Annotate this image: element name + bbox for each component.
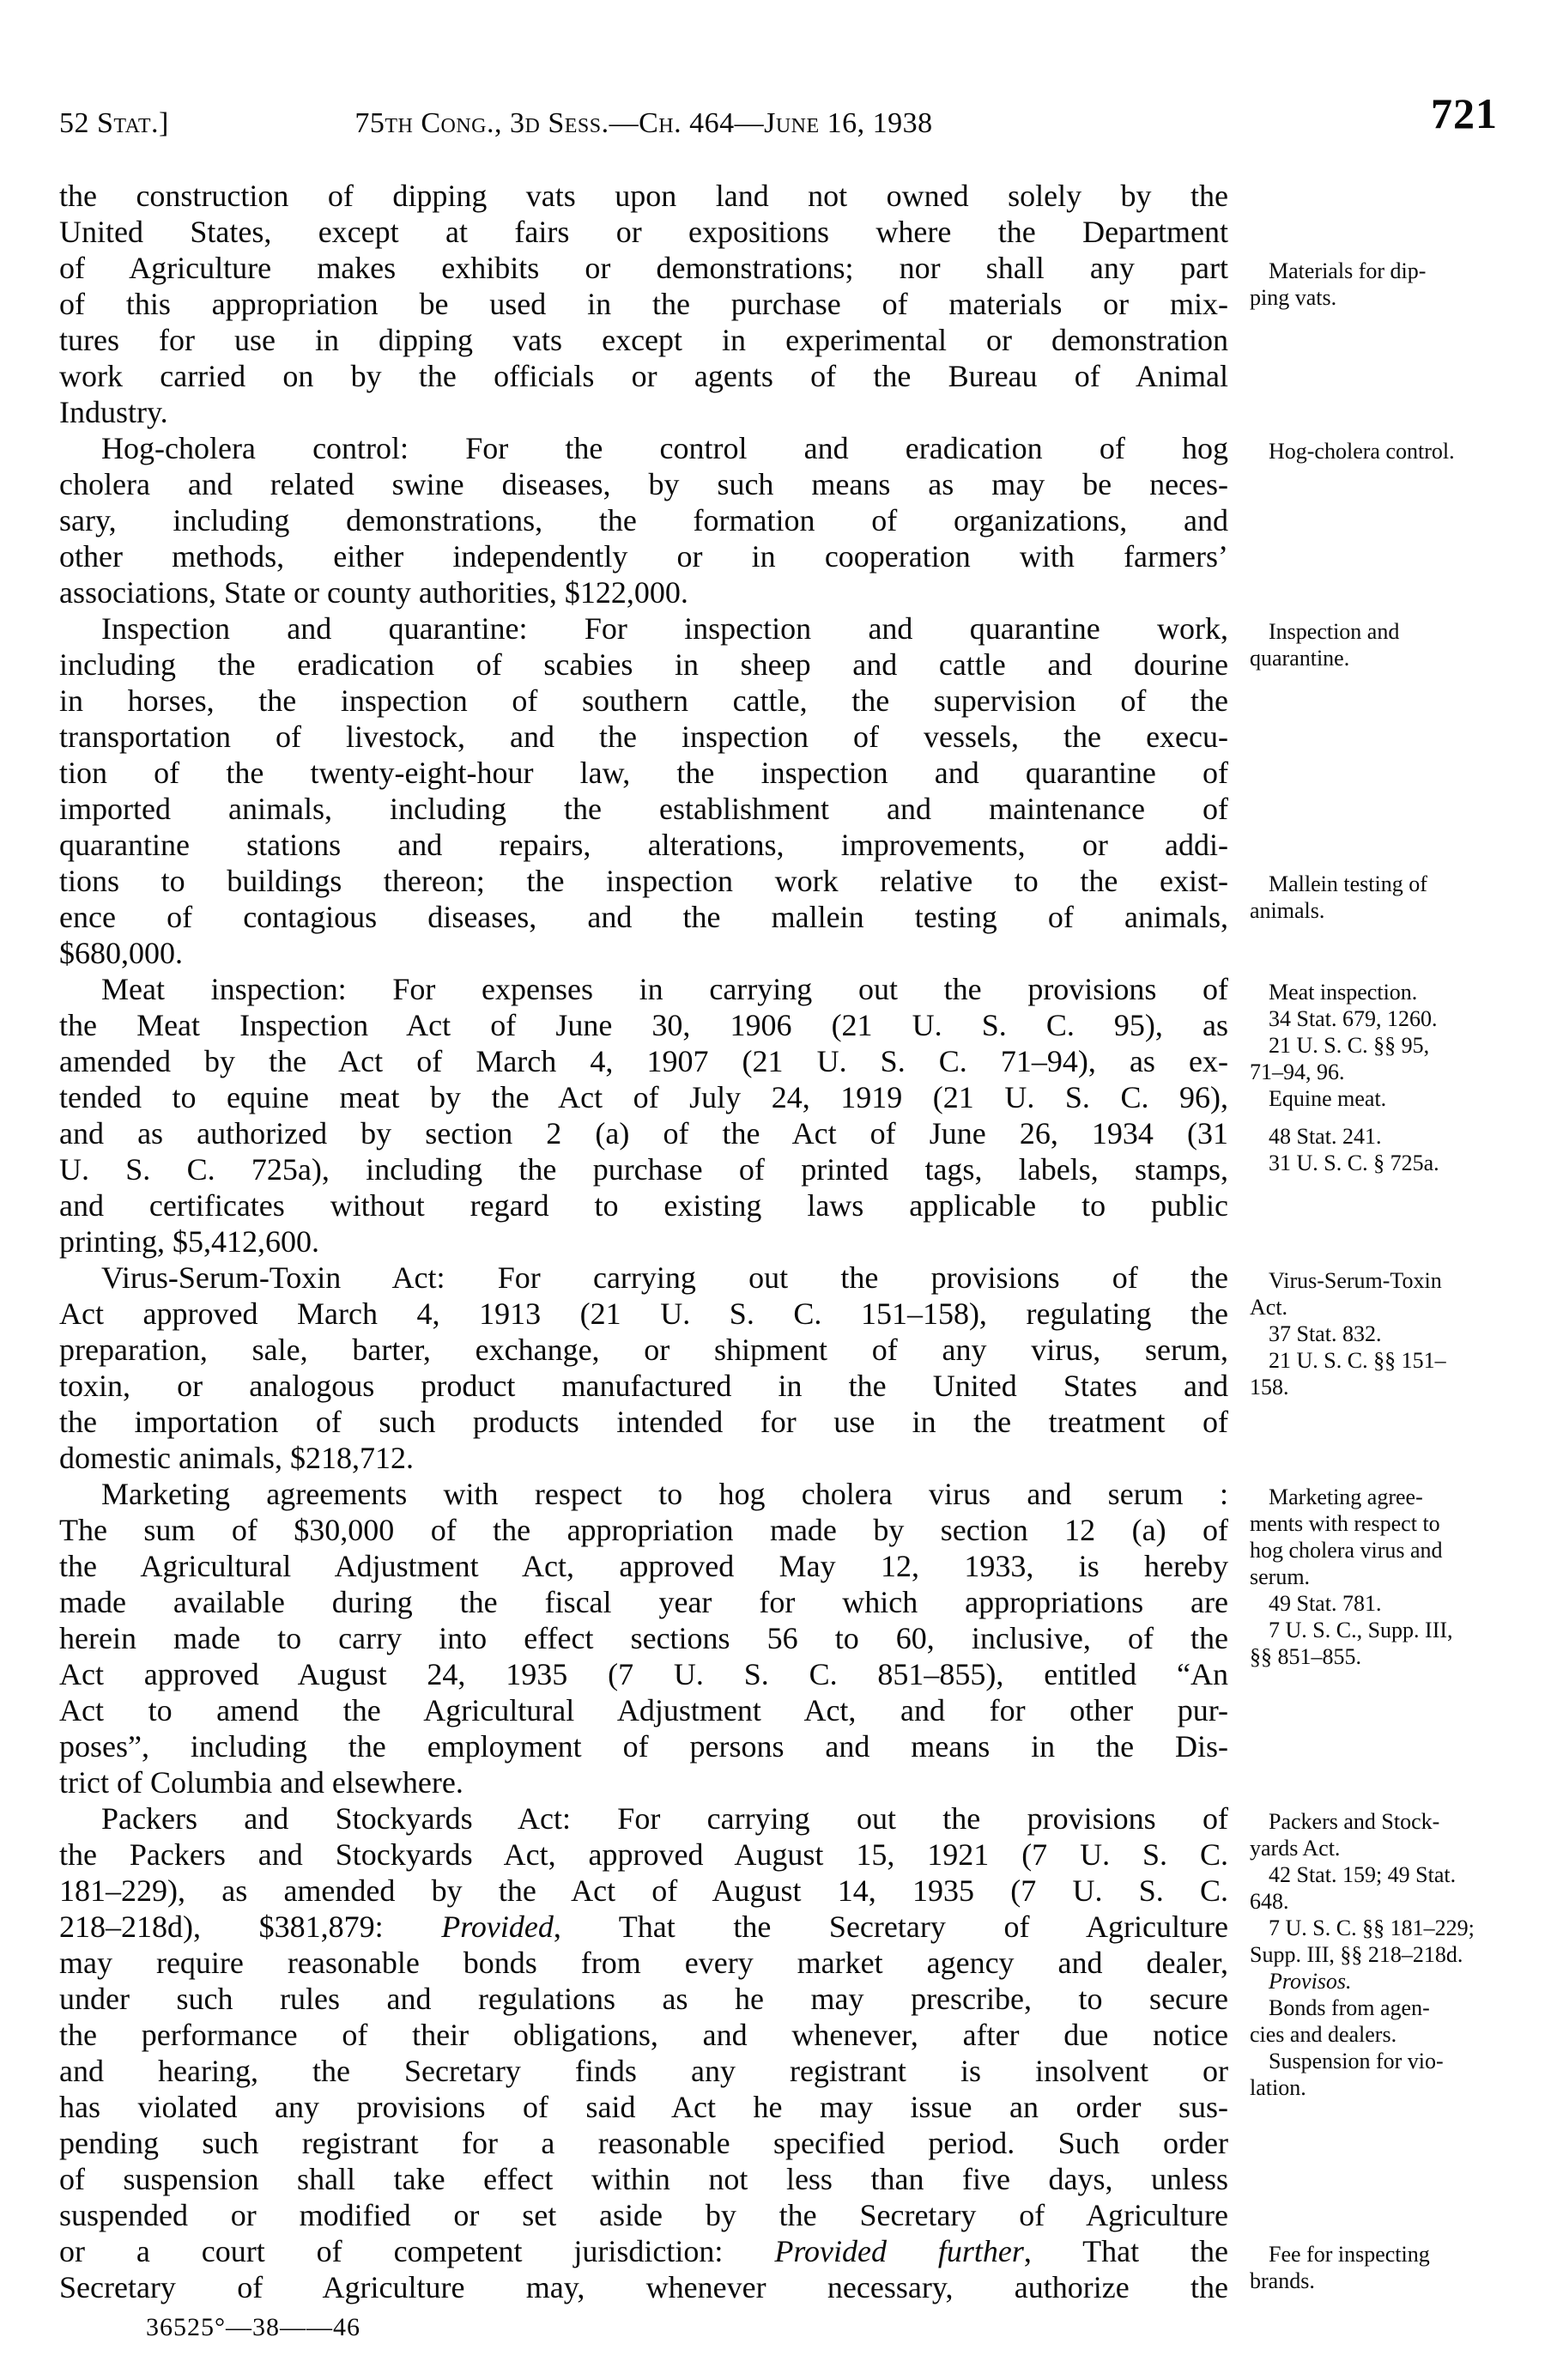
text-segment: Meat inspection: For expenses in carrying out the provisions of bbox=[101, 972, 1228, 1006]
text-segment: of this appropriation be used in the purchase of materials or mix- bbox=[59, 287, 1228, 321]
body-text-line bbox=[59, 1404, 1228, 1440]
text-segment: tions to buildings thereon; the inspection work relative to the exist- bbox=[59, 864, 1228, 898]
text-segment: other methods, either independently or in cooperation with farmers’ bbox=[59, 539, 1228, 574]
text-segment: Secretary of Agriculture may, whenever necessary, authorize the bbox=[59, 2270, 1228, 2304]
margin-note bbox=[1250, 1123, 1516, 1176]
body-text-line bbox=[59, 863, 1228, 899]
body-text-line bbox=[59, 1332, 1228, 1368]
text-segment: The sum of $30,000 of the appropriation made by section 12 (a) of bbox=[59, 1513, 1228, 1547]
text-segment: imported animals, including the establishment and maintenance of bbox=[59, 792, 1228, 826]
margin-note-line: 21 U. S. C. §§ 151– bbox=[1269, 1348, 1446, 1373]
body-text-line bbox=[59, 1223, 1228, 1260]
body-text-line bbox=[59, 2017, 1228, 2053]
body-text-line bbox=[59, 214, 1228, 250]
text-segment: and hearing, the Secretary finds any registrant is insolvent or bbox=[59, 2054, 1228, 2088]
margin-note-line: 648. bbox=[1250, 1889, 1289, 1914]
margin-note bbox=[1250, 1808, 1516, 2101]
text-segment: United States, except at fairs or expositions where the Department bbox=[59, 215, 1228, 249]
margin-note-line: Suspension for vio- bbox=[1269, 2049, 1444, 2073]
margin-note-line: lation. bbox=[1250, 2075, 1306, 2100]
text-segment: Act approved March 4, 1913 (21 U. S. C. 151–158), regulating the bbox=[59, 1296, 1228, 1331]
body-text-line bbox=[59, 1043, 1228, 1079]
margin-note-line: 7 U. S. C. §§ 181–229; bbox=[1269, 1916, 1475, 1940]
text-segment: the Agricultural Adjustment Act, approved May 12, 1933, is hereby bbox=[59, 1549, 1228, 1583]
body-text-line bbox=[59, 466, 1228, 502]
body-text-line bbox=[59, 2269, 1228, 2305]
text-segment: may require reasonable bonds from every market agency and dealer, bbox=[59, 1946, 1228, 1980]
text-segment: of Agriculture makes exhibits or demonstrations; nor shall any part bbox=[59, 251, 1228, 285]
margin-note bbox=[1250, 618, 1516, 671]
text-segment: , That the Secretary of Agriculture bbox=[553, 1909, 1228, 1944]
body-text-line bbox=[59, 430, 1228, 466]
margin-note-line: 37 Stat. 832. bbox=[1269, 1321, 1382, 1346]
body-text-line bbox=[59, 2089, 1228, 2125]
margin-note-line: 21 U. S. C. §§ 95, bbox=[1269, 1033, 1430, 1058]
margin-note-line: Hog-cholera control. bbox=[1269, 439, 1455, 464]
margin-note bbox=[1250, 1267, 1516, 1400]
page-number: 721 bbox=[1431, 89, 1498, 137]
body-text-line bbox=[59, 827, 1228, 863]
text-segment: Marketing agreements with respect to hog cholera virus and serum : bbox=[101, 1477, 1228, 1511]
statute-text-column bbox=[59, 178, 1228, 2305]
body-text-line bbox=[59, 538, 1228, 574]
margin-note-line: 48 Stat. 241. bbox=[1269, 1124, 1382, 1149]
text-segment: suspended or modified or set aside by the Secretary of Agriculture bbox=[59, 2198, 1228, 2232]
body-text-line bbox=[59, 394, 1228, 430]
margin-note-line: 49 Stat. 781. bbox=[1269, 1591, 1382, 1616]
text-segment: 218–218d), $381,879: bbox=[59, 1909, 442, 1944]
body-text-line bbox=[59, 1837, 1228, 1873]
margin-note-line: Supp. III, §§ 218–218d. bbox=[1250, 1942, 1463, 1967]
body-text-line bbox=[59, 2125, 1228, 2161]
margin-note-line: Mallein testing of bbox=[1269, 871, 1427, 896]
body-text-line bbox=[59, 2197, 1228, 2233]
text-segment: of suspension shall take effect within not less than five days, unless bbox=[59, 2162, 1228, 2196]
text-segment: Act to amend the Agricultural Adjustment Act, and for other pur- bbox=[59, 1693, 1228, 1727]
body-text-line bbox=[59, 1656, 1228, 1692]
text-segment: Industry. bbox=[59, 395, 168, 429]
text-segment: the Meat Inspection Act of June 30, 1906 (21 U. S. C. 95), as bbox=[59, 1008, 1228, 1042]
body-text-line bbox=[59, 610, 1228, 647]
body-text-line bbox=[59, 1476, 1228, 1512]
margin-note-line: Bonds from agen- bbox=[1269, 1995, 1430, 2020]
text-segment: toxin, or analogous product manufactured in the United States and bbox=[59, 1369, 1228, 1403]
text-segment: herein made to carry into effect sections 56 to 60, inclusive, of the bbox=[59, 1621, 1228, 1655]
margin-note-line: ping vats. bbox=[1250, 285, 1337, 310]
body-text-line bbox=[59, 2053, 1228, 2089]
margin-note-line: animals. bbox=[1250, 898, 1325, 923]
margin-note-line: Meat inspection. bbox=[1269, 980, 1418, 1005]
margin-note-line: Provisos. bbox=[1269, 1969, 1352, 1994]
text-segment: 181–229), as amended by the Act of August 14, 1935 (7 U. S. C. bbox=[59, 1873, 1228, 1908]
margin-note bbox=[1250, 979, 1516, 1112]
body-text-line bbox=[59, 2233, 1228, 2269]
body-text-line bbox=[59, 1260, 1228, 1296]
body-text-line bbox=[59, 1548, 1228, 1584]
text-segment: the performance of their obligations, and whenever, after due notice bbox=[59, 2018, 1228, 2052]
margin-note-line: Equine meat. bbox=[1269, 1086, 1387, 1111]
congress-session-title: 75th Cong., 3d Sess.—Ch. 464—June 16, 1938 bbox=[354, 107, 933, 139]
body-text-line bbox=[59, 1981, 1228, 2017]
body-text-line bbox=[59, 899, 1228, 935]
margin-note-line: brands. bbox=[1250, 2268, 1315, 2293]
body-text-line bbox=[59, 1296, 1228, 1332]
margin-note bbox=[1250, 871, 1516, 924]
body-text-line bbox=[59, 1584, 1228, 1620]
text-segment: Virus-Serum-Toxin Act: For carrying out the provisions of the bbox=[101, 1260, 1228, 1295]
body-text-line bbox=[59, 935, 1228, 971]
running-head bbox=[59, 104, 1228, 143]
margin-note-line: 71–94, 96. bbox=[1250, 1059, 1345, 1084]
text-segment: domestic animals, $218,712. bbox=[59, 1441, 414, 1475]
body-text-line bbox=[59, 1945, 1228, 1981]
body-text-line bbox=[59, 250, 1228, 286]
margin-note-line: Virus-Serum-Toxin bbox=[1269, 1268, 1442, 1293]
print-signature-code: 36525°—38——46 bbox=[146, 2313, 360, 2341]
text-segment: the Packers and Stockyards Act, approved August 15, 1921 (7 U. S. C. bbox=[59, 1837, 1228, 1872]
stat-volume-reference: 52 Stat.] bbox=[59, 107, 169, 139]
body-text-line bbox=[59, 322, 1228, 358]
text-segment: or a court of competent jurisdiction: bbox=[59, 2234, 775, 2268]
text-segment: under such rules and regulations as he may prescribe, to secure bbox=[59, 1982, 1228, 2016]
body-text-line bbox=[59, 1692, 1228, 1728]
body-text-line bbox=[59, 791, 1228, 827]
text-segment: Packers and Stockyards Act: For carrying out the provisions of bbox=[101, 1801, 1228, 1836]
body-text-line bbox=[59, 719, 1228, 755]
text-segment: the construction of dipping vats upon land not owned solely by the bbox=[59, 179, 1228, 213]
body-text-line bbox=[59, 1007, 1228, 1043]
body-text-line bbox=[59, 1800, 1228, 1837]
text-segment: , That the bbox=[1023, 2234, 1228, 2268]
margin-note-line: ments with respect to bbox=[1250, 1511, 1440, 1536]
margin-note-line: 158. bbox=[1250, 1375, 1289, 1399]
italic-text-segment: Provided bbox=[441, 1909, 554, 1944]
text-segment: and as authorized by section 2 (a) of the Act of June 26, 1934 (31 bbox=[59, 1116, 1228, 1151]
body-text-line bbox=[59, 574, 1228, 610]
margin-note-line: quarantine. bbox=[1250, 646, 1350, 671]
text-segment: Act approved August 24, 1935 (7 U. S. C. 851–855), entitled “An bbox=[59, 1657, 1228, 1691]
text-segment: work carried on by the officials or agents of the Bureau of Animal bbox=[59, 359, 1228, 393]
margin-note bbox=[1250, 258, 1516, 311]
text-segment: Inspection and quarantine: For inspection and quarantine work, bbox=[101, 611, 1228, 646]
body-text-line bbox=[59, 1909, 1228, 1945]
margin-note bbox=[1250, 438, 1516, 464]
text-segment: tended to equine meat by the Act of July 24, 1919 (21 U. S. C. 96), bbox=[59, 1080, 1228, 1114]
margin-note-line: cies and dealers. bbox=[1250, 2022, 1397, 2047]
body-text-line bbox=[59, 1873, 1228, 1909]
margin-note-line: Act. bbox=[1250, 1295, 1288, 1320]
body-text-line bbox=[59, 178, 1228, 214]
margin-note-line: Materials for dip- bbox=[1269, 258, 1427, 283]
body-text-line bbox=[59, 1079, 1228, 1115]
margin-note-line: 7 U. S. C., Supp. III, bbox=[1269, 1618, 1453, 1642]
text-segment: Hog-cholera control: For the control and eradication of hog bbox=[101, 431, 1228, 465]
text-segment: including the eradication of scabies in sheep and cattle and dourine bbox=[59, 647, 1228, 682]
body-text-line bbox=[59, 1187, 1228, 1223]
text-segment: U. S. C. 725a), including the purchase of printed tags, labels, stamps, bbox=[59, 1152, 1228, 1187]
text-segment: quarantine stations and repairs, alterations, improvements, or addi- bbox=[59, 828, 1228, 862]
margin-note-line: 42 Stat. 159; 49 Stat. bbox=[1269, 1862, 1457, 1887]
body-text-line bbox=[59, 1115, 1228, 1151]
body-text-line bbox=[59, 1512, 1228, 1548]
body-text-line bbox=[59, 1620, 1228, 1656]
body-text-line bbox=[59, 2161, 1228, 2197]
text-segment: pending such registrant for a reasonable specified period. Such order bbox=[59, 2126, 1228, 2160]
text-segment: preparation, sale, barter, exchange, or shipment of any virus, serum, bbox=[59, 1333, 1228, 1367]
text-segment: and certificates without regard to existing laws applicable to public bbox=[59, 1188, 1228, 1223]
text-segment: in horses, the inspection of southern cattle, the supervision of the bbox=[59, 683, 1228, 718]
body-text-line bbox=[59, 1728, 1228, 1764]
body-text-line bbox=[59, 1368, 1228, 1404]
text-segment: $680,000. bbox=[59, 936, 183, 970]
body-text-line bbox=[59, 647, 1228, 683]
text-segment: printing, $5,412,600. bbox=[59, 1224, 319, 1259]
body-text-line bbox=[59, 683, 1228, 719]
margin-note-line: 31 U. S. C. § 725a. bbox=[1269, 1151, 1439, 1175]
margin-note-line: hog cholera virus and bbox=[1250, 1538, 1443, 1563]
body-text-line bbox=[59, 286, 1228, 322]
text-segment: tures for use in dipping vats except in experimental or demonstration bbox=[59, 323, 1228, 357]
text-segment: trict of Columbia and elsewhere. bbox=[59, 1765, 463, 1800]
text-segment: the importation of such products intended for use in the treatment of bbox=[59, 1405, 1228, 1439]
body-text-line bbox=[59, 1151, 1228, 1187]
margin-note bbox=[1250, 1484, 1516, 1670]
body-text-line bbox=[59, 358, 1228, 394]
text-segment: transportation of livestock, and the inspection of vessels, the execu- bbox=[59, 719, 1228, 754]
body-text-line bbox=[59, 1440, 1228, 1476]
body-text-line bbox=[59, 502, 1228, 538]
margin-note-line: Marketing agree- bbox=[1269, 1484, 1423, 1509]
body-text-line bbox=[59, 755, 1228, 791]
text-segment: tion of the twenty-eight-hour law, the inspection and quarantine of bbox=[59, 756, 1228, 790]
margin-note-line: yards Act. bbox=[1250, 1836, 1341, 1861]
margin-note-line: Inspection and bbox=[1269, 619, 1400, 644]
text-segment: associations, State or county authorities, $122,000. bbox=[59, 575, 688, 610]
margin-note-line: Packers and Stock- bbox=[1269, 1809, 1440, 1834]
italic-text-segment: Provided further bbox=[774, 2234, 1024, 2268]
text-segment: sary, including demonstrations, the formation of organizations, and bbox=[59, 503, 1228, 537]
margin-note-line: Fee for inspecting bbox=[1269, 2242, 1430, 2267]
text-segment: cholera and related swine diseases, by such means as may be neces- bbox=[59, 467, 1228, 501]
body-text-line bbox=[59, 971, 1228, 1007]
text-segment: made available during the fiscal year for which appropriations are bbox=[59, 1585, 1228, 1619]
text-segment: ence of contagious diseases, and the mallein testing of animals, bbox=[59, 900, 1228, 934]
margin-note-line: serum. bbox=[1250, 1564, 1311, 1589]
margin-note bbox=[1250, 2241, 1516, 2294]
text-segment: has violated any provisions of said Act he may issue an order sus- bbox=[59, 2090, 1228, 2124]
margin-note-line: 34 Stat. 679, 1260. bbox=[1269, 1006, 1438, 1031]
body-text-line bbox=[59, 1764, 1228, 1800]
text-segment: poses”, including the employment of persons and means in the Dis- bbox=[59, 1729, 1228, 1764]
text-segment: amended by the Act of March 4, 1907 (21 U. S. C. 71–94), as ex- bbox=[59, 1044, 1228, 1078]
margin-note-line: §§ 851–855. bbox=[1250, 1644, 1361, 1669]
